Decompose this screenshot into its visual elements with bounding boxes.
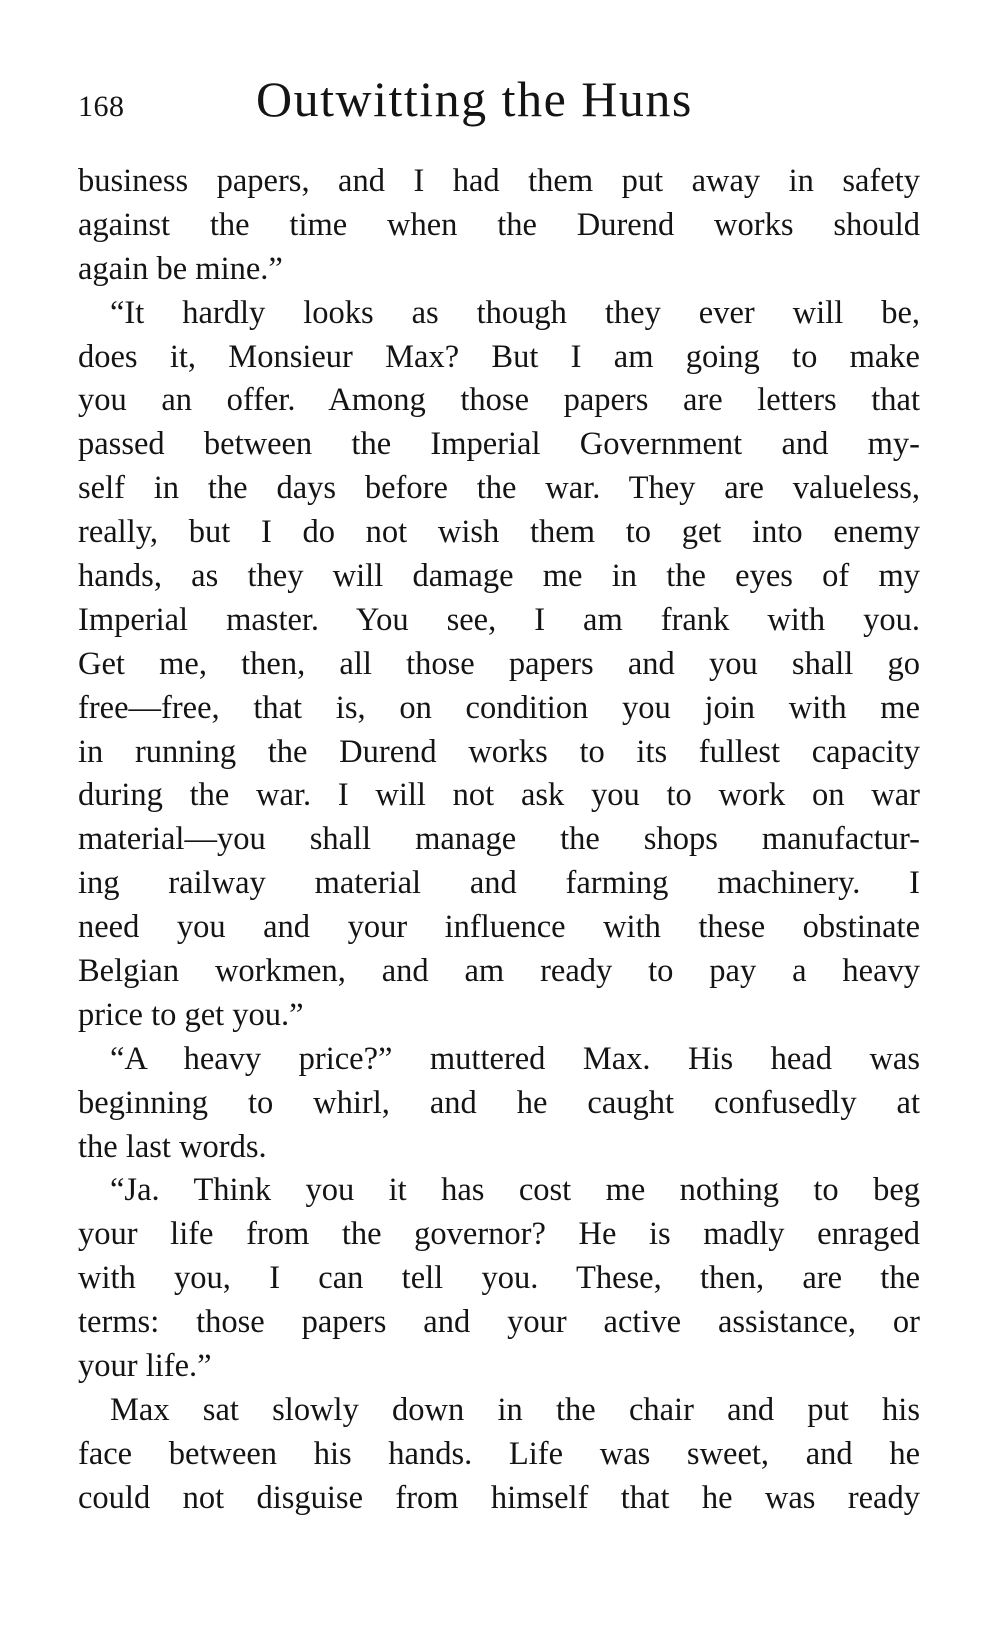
text-line: does it, Monsieur Max? But I am going to make xyxy=(78,338,920,375)
text-line: free—free, that is, on condition you join with me xyxy=(78,689,920,726)
text-line: again be mine.” xyxy=(78,250,283,287)
page-number: 168 xyxy=(78,90,125,123)
running-title: Outwitting the Huns xyxy=(256,71,693,127)
text-line: in running the Durend works to its fullest capacity xyxy=(78,733,920,770)
text-line: Belgian workmen, and am ready to pay a heavy xyxy=(78,953,920,990)
running-head xyxy=(78,70,920,140)
text-line: terms: those papers and your active assistance, or xyxy=(78,1304,920,1341)
text-line: passed between the Imperial Government and my- xyxy=(78,426,920,463)
text-line: with you, I can tell you. These, then, are the xyxy=(78,1260,920,1297)
text-line: you an offer. Among those papers are letters that xyxy=(78,382,920,419)
text-line: material—you shall manage the shops manufactur- xyxy=(78,821,920,858)
text-line: need you and your influence with these obstinate xyxy=(78,909,920,946)
text-line: self in the days before the war. They are valueless, xyxy=(78,470,920,507)
text-line: “It hardly looks as though they ever will be, xyxy=(110,294,920,331)
text-line: the last words. xyxy=(78,1128,267,1165)
text-line: Get me, then, all those papers and you shall go xyxy=(78,645,920,682)
body-text xyxy=(78,160,920,1521)
text-line: Max sat slowly down in the chair and put his xyxy=(110,1391,920,1428)
text-line: “A heavy price?” muttered Max. His head was xyxy=(110,1040,920,1077)
text-line: Imperial master. You see, I am frank with you. xyxy=(78,601,920,638)
text-line: “Ja. Think you it has cost me nothing to beg xyxy=(110,1172,920,1209)
text-line: business papers, and I had them put away in safety xyxy=(78,163,920,199)
text-line: hands, as they will damage me in the eyes of my xyxy=(78,558,920,595)
text-line: price to get you.” xyxy=(78,996,304,1033)
text-line: during the war. I will not ask you to work on war xyxy=(78,777,920,814)
text-line: ing railway material and farming machinery. I xyxy=(78,865,920,902)
text-line: beginning to whirl, and he caught confusedly at xyxy=(78,1084,920,1121)
text-line: against the time when the Durend works should xyxy=(78,206,920,243)
text-line: really, but I do not wish them to get into enemy xyxy=(78,514,920,551)
text-line: your life from the governor? He is madly enraged xyxy=(78,1216,920,1253)
text-line: your life.” xyxy=(78,1348,212,1385)
text-line: could not disguise from himself that he was ready xyxy=(78,1479,920,1516)
text-line: face between his hands. Life was sweet, and he xyxy=(78,1435,920,1472)
